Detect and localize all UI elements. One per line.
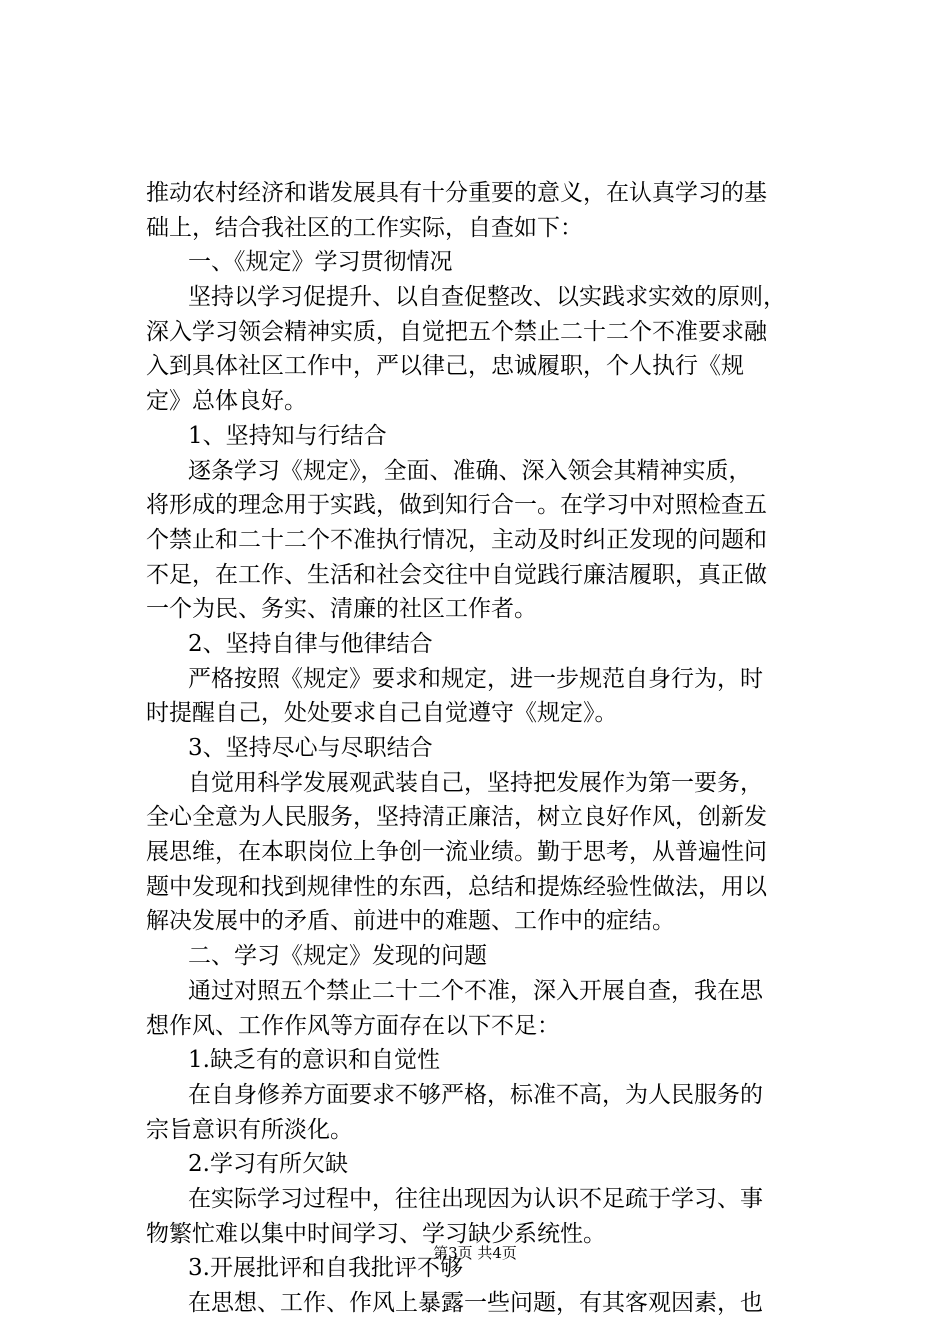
text-line: 推动农村经济和谐发展具有十分重要的意义，在认真学习的基: [146, 180, 767, 206]
text-line: 3、坚持尽心与尽职结合: [188, 735, 433, 761]
text-line: 1.缺乏有的意识和自觉性: [188, 1047, 440, 1074]
text-line: 将形成的理念用于实践，做到知行合一。在学习中对照检查五: [146, 492, 767, 519]
text-line: 在自身修养方面要求不够严格，标准不高，为人民服务的: [188, 1081, 763, 1108]
text-line: 个禁止和二十二个不准执行情况，主动及时纠正发现的问题和: [146, 526, 767, 553]
text-line: 3.开展批评和自我批评不够: [188, 1255, 463, 1282]
text-line: 二、学习《规定》发现的问题: [188, 943, 487, 970]
page-footer: 第3页 共4页: [433, 1244, 517, 1262]
text-line: 2.学习有所欠缺: [188, 1151, 348, 1178]
text-line: 2、坚持自律与他律结合: [188, 630, 433, 657]
text-line: 础上，结合我社区的工作实际，自查如下：: [146, 214, 583, 241]
text-line: 一个为民、务实、清廉的社区工作者。: [146, 596, 537, 623]
text-line: 自觉用科学发展观武装自己，坚持把发展作为第一要务，: [188, 769, 763, 796]
document-body: [146, 176, 840, 1321]
text-line: 展思维，在本职岗位上争创一流业绩。勤于思考，从普遍性问: [146, 839, 767, 866]
text-line: 物繁忙难以集中时间学习、学习缺少系统性。: [146, 1220, 606, 1247]
text-line: 题中发现和找到规律性的东西，总结和提炼经验性做法，用以: [146, 873, 767, 900]
text-line: 解决发展中的矛盾、前进中的难题、工作中的症结。: [146, 908, 675, 935]
text-line: 全心全意为人民服务，坚持清正廉洁，树立良好作风，创新发: [146, 804, 767, 831]
text-line: 定》总体良好。: [146, 388, 307, 415]
text-line: 时提醒自己，处处要求自己自觉遵守《规定》。: [146, 700, 618, 727]
text-line: 在思想、工作、作风上暴露一些问题，有其客观因素，也: [188, 1290, 763, 1316]
text-line: 想作风、工作作风等方面存在以下不足：: [146, 1012, 560, 1039]
text-line: 通过对照五个禁止二十二个不准，深入开展自查，我在思: [188, 977, 763, 1004]
text-line: 在实际学习过程中，往往出现因为认识不足疏于学习、事: [188, 1185, 763, 1212]
text-line: 逐条学习《规定》，全面、准确、深入领会其精神实质，: [188, 457, 752, 484]
text-line: 不足，在工作、生活和社会交往中自觉践行廉洁履职，真正做: [146, 561, 767, 588]
text-line: 宗旨意识有所淡化。: [146, 1116, 353, 1143]
text-line: 一、《规定》学习贯彻情况: [188, 249, 453, 276]
text-line: 入到具体社区工作中，严以律己，忠诚履职，个人执行《规: [146, 353, 744, 380]
text-line: 严格按照《规定》要求和规定，进一步规范自身行为，时: [188, 665, 763, 692]
text-line: 1、坚持知与行结合: [188, 422, 387, 449]
text-line: 深入学习领会精神实质，自觉把五个禁止二十二个不准要求融: [146, 318, 767, 345]
text-line: 坚持以学习促提升、以自查促整改、以实践求实效的原则，: [188, 284, 786, 311]
